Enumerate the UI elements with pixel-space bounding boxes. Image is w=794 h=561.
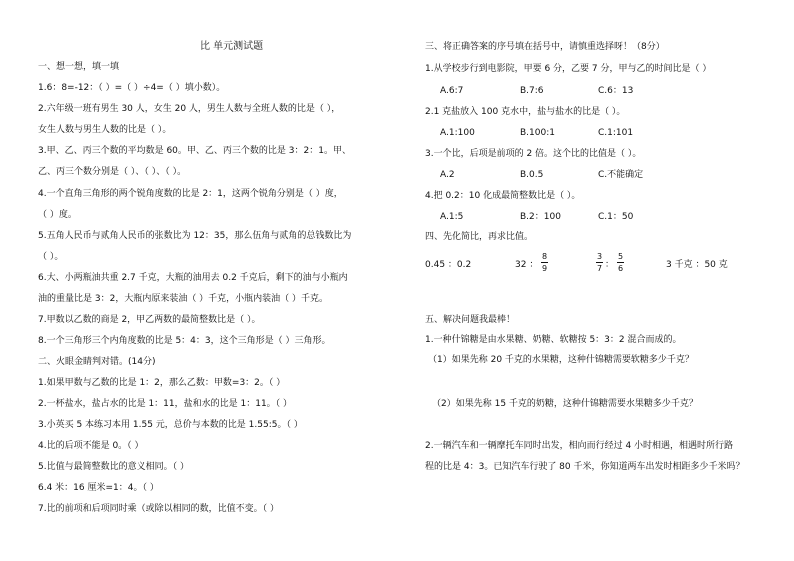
choice-1-option-c: C.6：13 [598, 86, 634, 96]
choice-3-option-a: A.2 [440, 170, 455, 180]
judge-3: 3.小英买 5 本练习本用 1.55 元，总价与本数的比是 1.55:5。（ ） [38, 420, 303, 430]
choice-4-option-a: A.1:5 [440, 212, 464, 222]
judge-2: 2.一杯盐水，盐占水的比是 1：11，盐和水的比是 1：11。（ ） [38, 399, 293, 409]
problem-1-part-1: （1）如果先称 20 千克的水果糖，这种什锦糖需要软糖多少千克？ [428, 355, 694, 365]
ratio-expression-4: 3 千克 ：50 克 [666, 260, 728, 270]
choice-1-question: 1.从学校步行到电影院，甲要 6 分，乙要 7 分，甲与乙的时间比是（ ） [425, 64, 712, 74]
question-5-line-2: （ ）。 [38, 252, 64, 262]
problem-2-line-2: 程的比是 4：3。已知汽车行驶了 80 千米，你知道两车出发时相距多少千米吗？ [425, 462, 745, 472]
choice-4-option-c: C.1：50 [598, 212, 634, 222]
fraction-denominator: 6 [617, 264, 624, 273]
question-2-line-2: 女生人数与男生人数的比是（ ）。 [38, 125, 172, 135]
ratio-expression-3-fraction-2 [617, 252, 624, 273]
ratio-expression-3-colon: ： [605, 260, 615, 270]
section-heading-word-problems: 五、解决问题我最棒！ [425, 315, 516, 325]
fraction-bar [617, 262, 624, 263]
fraction-bar [596, 262, 603, 263]
choice-3-option-b: B.0.5 [520, 170, 544, 180]
choice-4-option-b: B.2：100 [520, 212, 561, 222]
question-7: 7.甲数以乙数的商是 2，甲乙两数的最简整数比是（ ）。 [38, 315, 261, 325]
ratio-expression-3-fraction-1 [596, 252, 603, 273]
choice-2-option-a: A.1:100 [440, 128, 475, 138]
question-4-line-2: （ ）度。 [38, 210, 77, 220]
choice-4-question: 4.把 0.2：10 化成最简整数比是（ ）。 [425, 191, 581, 201]
question-6-line-1: 6.大、小两瓶油共重 2.7 千克，大瓶的油用去 0.2 千克后，剩下的油与小瓶内 [38, 273, 348, 283]
fraction-denominator: 7 [596, 264, 603, 273]
problem-2-line-1: 2.一辆汽车和一辆摩托车同时出发，相向而行经过 4 小时相遇，相遇时所行路 [425, 441, 734, 451]
fraction-denominator: 9 [541, 264, 548, 273]
choice-2-option-b: B.100:1 [520, 128, 555, 138]
choice-1-option-b: B.7:6 [520, 86, 544, 96]
fraction-bar [541, 262, 548, 263]
ratio-expression-2-integer: 32 ： [515, 260, 539, 270]
problem-1-statement: 1.一种什锦糖是由水果糖、奶糖、软糖按 5：3：2 混合而成的。 [425, 335, 682, 345]
question-5-line-1: 5.五角人民币与贰角人民币的张数比为 12：35，那么伍角与贰角的总钱数比为 [38, 231, 352, 241]
question-3-line-2: 乙、丙三个数分别是（ ）、（ ）、（ ）。 [38, 167, 187, 177]
judge-7: 7.比的前项和后项同时乘（或除以相同的数，比值不变。（ ） [38, 504, 279, 514]
ratio-expression-1: 0.45 ：0.2 [425, 260, 472, 270]
section-heading-fill-blanks: 一、想一想，填一填 [38, 62, 120, 72]
choice-3-question: 3.一个比，后项是前项的 2 倍。这个比的比值是（ ）。 [425, 149, 642, 159]
choice-1-option-a: A.6:7 [440, 86, 464, 96]
fraction-numerator: 3 [596, 252, 603, 261]
judge-6: 6.4 米：16 厘米=1：4。（ ） [38, 483, 159, 493]
judge-5: 5.比值与最简整数比的意义相同。（ ） [38, 462, 189, 472]
question-4-line-1: 4.一个直角三角形的两个锐角度数的比是 2：1，这两个锐角分别是（ ）度， [38, 189, 343, 199]
section-heading-multiple-choice: 三、将正确答案的序号填在括号中，请慎重选择呀！（8分） [425, 42, 665, 52]
question-6-line-2: 油的重量比是 3：2，大瓶内原来装油（ ）千克，小瓶内装油（ ）千克。 [38, 294, 329, 304]
section-heading-true-false: 二、火眼金睛判对错。(14分) [38, 357, 156, 367]
question-8: 8.一个三角形三个内角度数的比是 5：4：3，这个三角形是（ ）三角形。 [38, 336, 331, 346]
question-2-line-1: 2.六年级一班有男生 30 人，女生 20 人，男生人数与全班人数的比是（ ）， [38, 104, 341, 114]
question-1: 1.6：8=-12：（ ）=（ ）÷4=（ ）填小数）。 [38, 83, 226, 93]
fraction-numerator: 5 [617, 252, 624, 261]
judge-4: 4.比的后项不能是 0。（ ） [38, 441, 144, 451]
choice-3-option-c: C.不能确定 [598, 170, 644, 180]
page-title: 比 单元测试题 [200, 41, 264, 52]
question-3-line-1: 3.甲、乙、丙三个数的平均数是 60。甲、乙、丙三个数的比是 3：2：1。甲、 [38, 146, 351, 156]
choice-2-option-c: C.1:101 [598, 128, 634, 138]
section-heading-simplify-ratio: 四、先化简比，再求比值。 [425, 232, 534, 242]
ratio-expression-2-fraction [541, 252, 548, 273]
fraction-numerator: 8 [541, 252, 548, 261]
judge-1: 1.如果甲数与乙数的比是 1：2，那么乙数：甲数=3：2。（ ） [38, 378, 286, 388]
problem-1-part-2: （2）如果先称 15 千克的奶糖，这种什锦糖需要水果糖多少千克？ [432, 399, 698, 409]
choice-2-question: 2.1 克盐放入 100 克水中，盐与盐水的比是（ ）。 [425, 107, 626, 117]
